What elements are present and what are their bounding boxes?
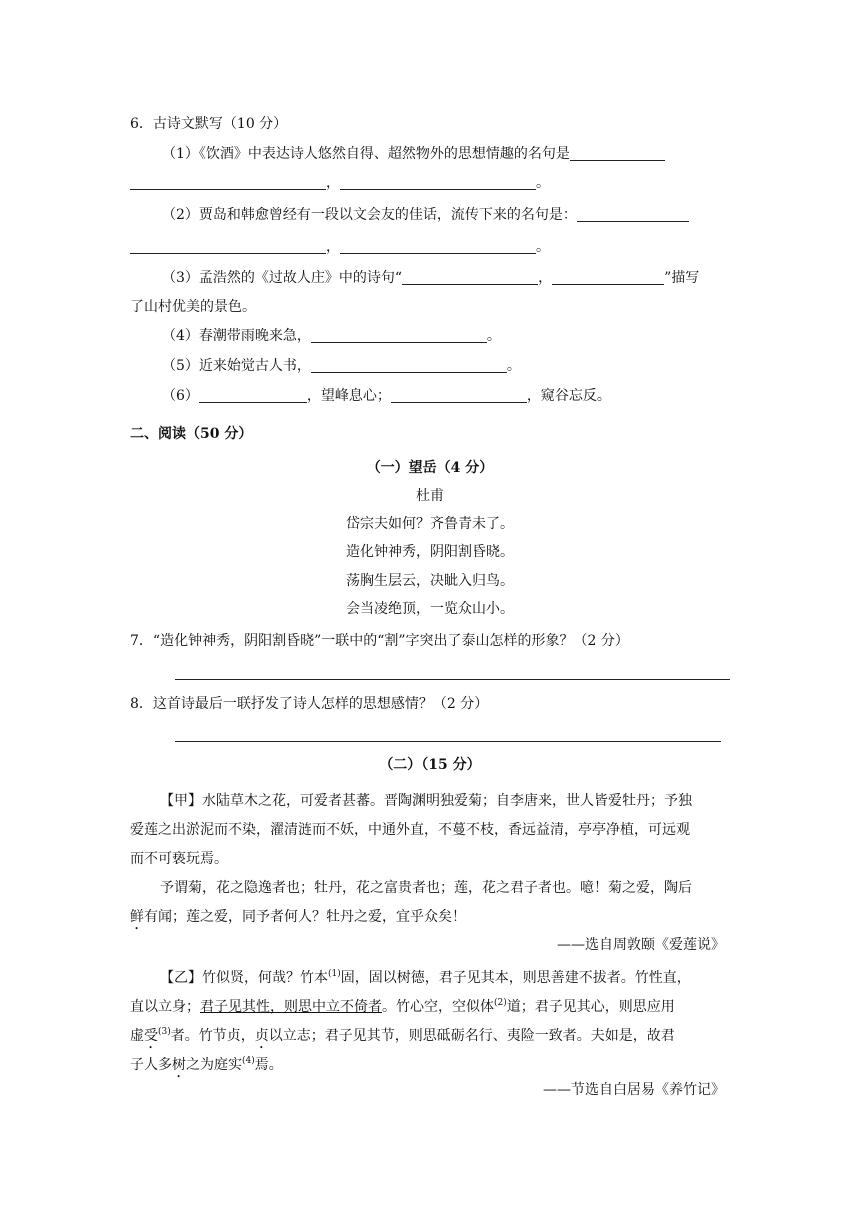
yi-text: 焉。 bbox=[254, 1057, 283, 1073]
q6-item-1-cont bbox=[130, 173, 550, 193]
q6-item-6 bbox=[162, 386, 611, 406]
jia-source: ——选自周敦颐《爱莲说》 bbox=[557, 937, 725, 953]
yi-line bbox=[130, 1022, 675, 1052]
answer-blank[interactable] bbox=[402, 268, 538, 285]
answer-blank[interactable] bbox=[391, 386, 527, 403]
yi-line bbox=[130, 993, 675, 1017]
yi-text: 道；君子见其心，则思应用 bbox=[506, 999, 675, 1015]
q6-item-6-text-c: ，窥谷忘反。 bbox=[526, 388, 611, 404]
q6-item-3-cont: 了山村优美的景色。 bbox=[130, 299, 256, 315]
underlined-sentence: 君子见其性，则思中立不倚者 bbox=[200, 999, 382, 1015]
yi-source: ——节选自白居易《养竹记》 bbox=[543, 1082, 725, 1098]
footnote-mark: (3) bbox=[158, 1027, 171, 1037]
q6-item-2-cont bbox=[130, 237, 550, 257]
q6-item-6-text-b: ，望峰息心； bbox=[306, 388, 391, 404]
q6-item-3 bbox=[162, 268, 699, 288]
period: 。 bbox=[486, 328, 501, 344]
answer-blank[interactable] bbox=[570, 144, 665, 161]
dotted-char: 受 bbox=[144, 1028, 158, 1044]
yi-line bbox=[130, 1051, 283, 1081]
poem-line: 荡胸生层云，决眦入归鸟。 bbox=[346, 573, 514, 589]
q6-item-3-text: （3）孟浩然的《过故人庄》中的诗句“ bbox=[162, 270, 403, 286]
yi-text: 子人多 bbox=[130, 1057, 172, 1073]
answer-line[interactable] bbox=[175, 679, 730, 680]
yi-text: 虚 bbox=[130, 1028, 144, 1044]
q6-item-1-text: （1）《饮酒》中表达诗人悠然自得、超然物外的思想情趣的名句是 bbox=[162, 146, 570, 162]
poem-author: 杜甫 bbox=[416, 488, 444, 504]
part-2-title: （二）（15 分） bbox=[379, 757, 481, 773]
poem-line: 造化钟神秀，阴阳割昏晓。 bbox=[346, 544, 514, 560]
period: 。 bbox=[536, 239, 550, 255]
yi-text: 之为庭实 bbox=[186, 1057, 242, 1073]
jia-line: 予谓菊，花之隐逸者也；牡丹，花之富贵者也；莲，花之君子者也。噫！菊之爱，陶后 bbox=[160, 880, 692, 896]
q6-item-4-text: （4）春潮带雨晚来急， bbox=[162, 328, 311, 344]
jia-line: 而不可亵玩焉。 bbox=[130, 851, 228, 867]
yi-text: 以立志；君子见其节，则思砥砺名行、夷险一致者。夫如是，故君 bbox=[268, 1028, 675, 1044]
q6-item-2-text: （2）贾岛和韩愈曾经有一段以文会友的佳话，流传下来的名句是： bbox=[162, 207, 577, 223]
q6-item-1 bbox=[162, 144, 665, 164]
section-heading: 二、阅读（50 分） bbox=[130, 426, 253, 442]
yi-text: 固，固以树德，君子见其本，则思善建不拔者。竹性直， bbox=[340, 970, 691, 986]
comma: ， bbox=[326, 239, 340, 255]
question-8: 8．这首诗最后一联抒发了诗人怎样的思想感情？（2 分） bbox=[130, 696, 489, 712]
dotted-char: 鲜 bbox=[130, 909, 144, 925]
yi-line bbox=[160, 964, 691, 988]
question-7: 7．“造化钟神秀，阴阳割昏晓”一联中的“割”字突出了泰山怎样的形象？（2 分） bbox=[130, 633, 629, 649]
q6-item-3-text-b: ”描写 bbox=[664, 270, 700, 286]
poem-line: 会当凌绝顶，一览众山小。 bbox=[346, 601, 514, 617]
answer-blank[interactable] bbox=[340, 173, 536, 190]
q6-item-5 bbox=[162, 356, 521, 376]
yi-text: 。竹心空，空似体 bbox=[382, 999, 494, 1015]
yi-text: 直以立身； bbox=[130, 999, 200, 1015]
yi-text: 者。竹节贞， bbox=[170, 1028, 255, 1044]
footnote-mark: (1) bbox=[328, 969, 341, 979]
q6-item-2 bbox=[162, 205, 689, 225]
answer-blank[interactable] bbox=[340, 237, 536, 254]
period: 。 bbox=[536, 175, 550, 191]
comma: ， bbox=[538, 270, 553, 286]
jia-line bbox=[130, 907, 466, 933]
yi-text: 【乙】竹似贤，何哉？竹本 bbox=[160, 970, 328, 986]
answer-blank[interactable] bbox=[311, 356, 507, 373]
footnote-mark: (2) bbox=[494, 998, 507, 1008]
answer-blank[interactable] bbox=[577, 205, 689, 222]
q6-title: 6．古诗文默写（10 分） bbox=[130, 116, 288, 132]
answer-blank[interactable] bbox=[552, 268, 664, 285]
dotted-char: 树 bbox=[172, 1057, 186, 1073]
answer-blank[interactable] bbox=[199, 386, 307, 403]
q6-item-4 bbox=[162, 326, 501, 346]
answer-blank[interactable] bbox=[311, 326, 487, 343]
answer-blank[interactable] bbox=[130, 173, 326, 190]
answer-blank[interactable] bbox=[130, 237, 326, 254]
q6-item-5-text: （5）近来始觉古人书， bbox=[162, 358, 311, 374]
answer-line[interactable] bbox=[175, 741, 721, 742]
poem-title: （一）望岳（4 分） bbox=[366, 460, 494, 476]
comma: ， bbox=[326, 175, 340, 191]
jia-line: 【甲】水陆草木之花，可爱者甚蕃。晋陶渊明独爱菊；自李唐来，世人皆爱牡丹；予独 bbox=[160, 793, 692, 809]
jia-line-text: 有闻；莲之爱，同予者何人？牡丹之爱，宜乎众矣！ bbox=[144, 909, 466, 925]
period: 。 bbox=[506, 358, 521, 374]
dotted-char: 贞 bbox=[254, 1028, 269, 1044]
jia-line: 爱莲之出淤泥而不染，濯清涟而不妖，中通外直，不蔓不枝，香远益清，亭亭净植，可远观 bbox=[130, 822, 690, 838]
poem-line: 岱宗夫如何？齐鲁青未了。 bbox=[346, 516, 514, 532]
footnote-mark: (4) bbox=[242, 1056, 255, 1066]
q6-item-6-text: （6） bbox=[162, 388, 199, 404]
